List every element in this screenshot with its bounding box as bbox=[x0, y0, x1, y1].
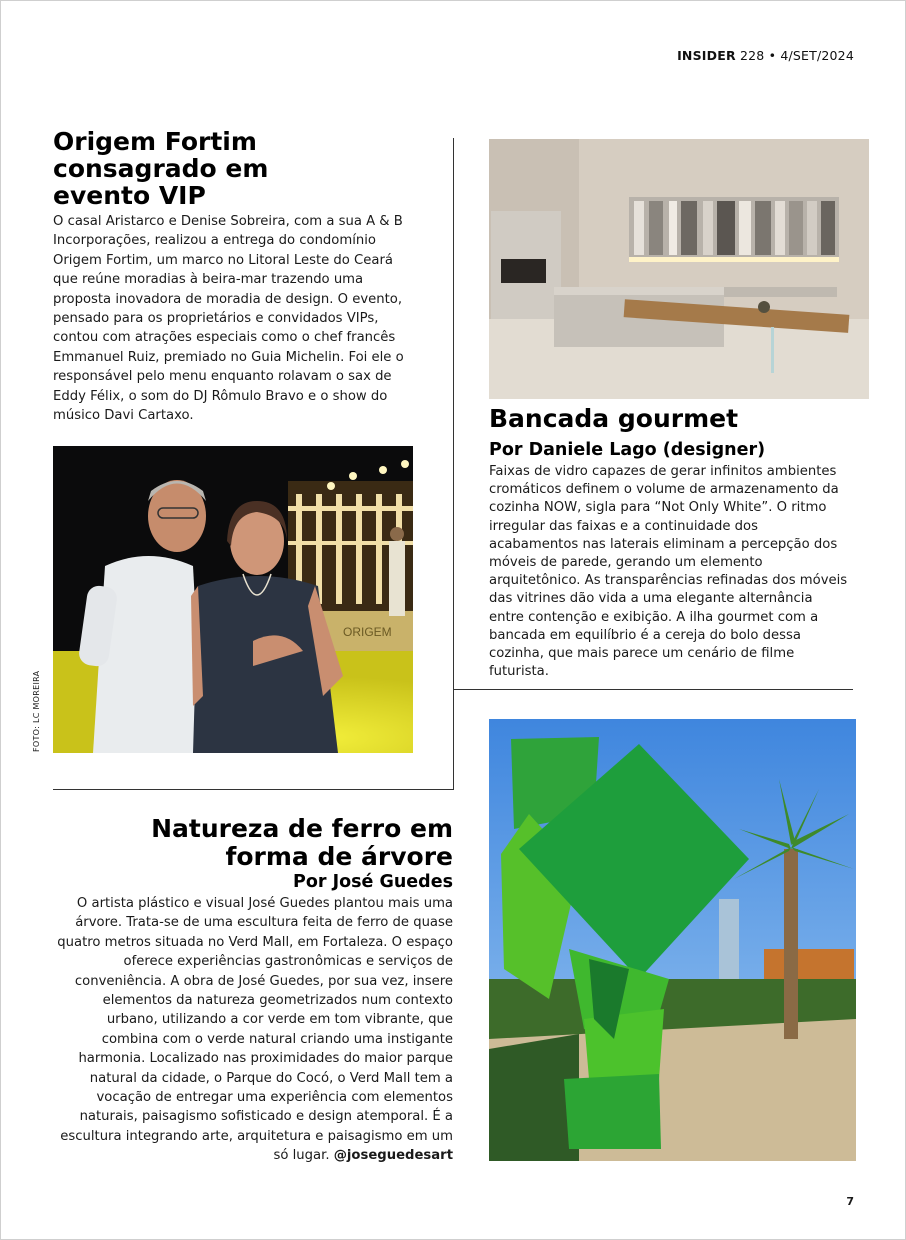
divider-right bbox=[453, 689, 853, 690]
divider-left bbox=[53, 789, 453, 790]
article-subtitle-natureza: Por José Guedes bbox=[293, 872, 453, 892]
instagram-handle: @joseguedesart bbox=[333, 1148, 453, 1164]
article-title-bancada: Bancada gourmet bbox=[489, 404, 739, 433]
article-title-origem: Origem Fortim consagrado em evento VIP bbox=[53, 127, 269, 210]
magazine-name: INSIDER bbox=[677, 48, 736, 63]
kitchen-photo bbox=[489, 139, 869, 399]
article-subtitle-bancada: Por Daniele Lago (designer) bbox=[489, 440, 766, 460]
stage-sign-text: ORIGEM bbox=[343, 625, 392, 639]
photo-credit: FOTO: LC MOREIRA bbox=[32, 670, 41, 752]
article-title-natureza: Natureza de ferro em forma de árvore bbox=[151, 814, 453, 871]
column-divider-top bbox=[453, 138, 454, 790]
sculpture-photo bbox=[489, 719, 856, 1161]
article-body-natureza-text: O artista plástico e visual José Guedes plantou mais uma árvore. Trata-se de uma escultura feita de ferro de quase quatro metros situada no Verd Mall, em Fortaleza. O espaço oferece experiências gastronômicas e serviços de conveniência. A obra de José Guedes, por sua vez, insere elementos da natureza geometrizados num contexto urbano, utilizando a cor verde em tom vibrante, que combina com o verde natural criando uma instigante harmonia. Localizado nas proximidades do maior parque natural da cidade, o Parque do Cocó, o Verd Mall tem a vocação de entregar uma experiência com elementos naturais, paisagismo sofisticado e design atemporal. É a escultura integrando arte, arquitetura e paisagismo em um só lugar. bbox=[57, 896, 453, 1164]
article-body-bancada: Faixas de vidro capazes de gerar infinitos ambientes cromáticos definem o volume de armazenamento da cozinha NOW, sigla para “Not Only White”. O ritmo irregular das faixas e a continuidade dos acabamentos nas laterais eliminam a percepção dos móveis de parede, gerando um elemento arquitetônico. As transparências refinadas dos móveis das vitrines dão vida a uma elegante alternância entre contenção e exibição. A ilha gourmet com a bancada em equilíbrio é a cereja do bolo dessa cozinha, que mais parece um cenário de filme futurista. bbox=[489, 464, 848, 680]
article-body-natureza bbox=[53, 894, 453, 1166]
couple-photo bbox=[53, 446, 413, 753]
issue-header bbox=[677, 48, 854, 63]
issue-info: 228 • 4/SET/2024 bbox=[735, 48, 854, 63]
page-number: 7 bbox=[846, 1195, 854, 1208]
article-body-origem: O casal Aristarco e Denise Sobreira, com a sua A & B Incorporações, realizou a entrega do condomínio Origem Fortim, um marco no Litoral Leste do Ceará que reúne moradias à beira-mar trazendo uma proposta inovadora de moradia de design. O evento, pensado para os proprietários e convidados VIPs, contou com atrações especiais como o chef francês Emmanuel Ruiz, premiado no Guia Michelin. Foi ele o responsável pelo menu enquanto rolavam o sax de Eddy Félix, o som do DJ Rômulo Bravo e o show do músico Davi Cartaxo. bbox=[53, 214, 404, 424]
